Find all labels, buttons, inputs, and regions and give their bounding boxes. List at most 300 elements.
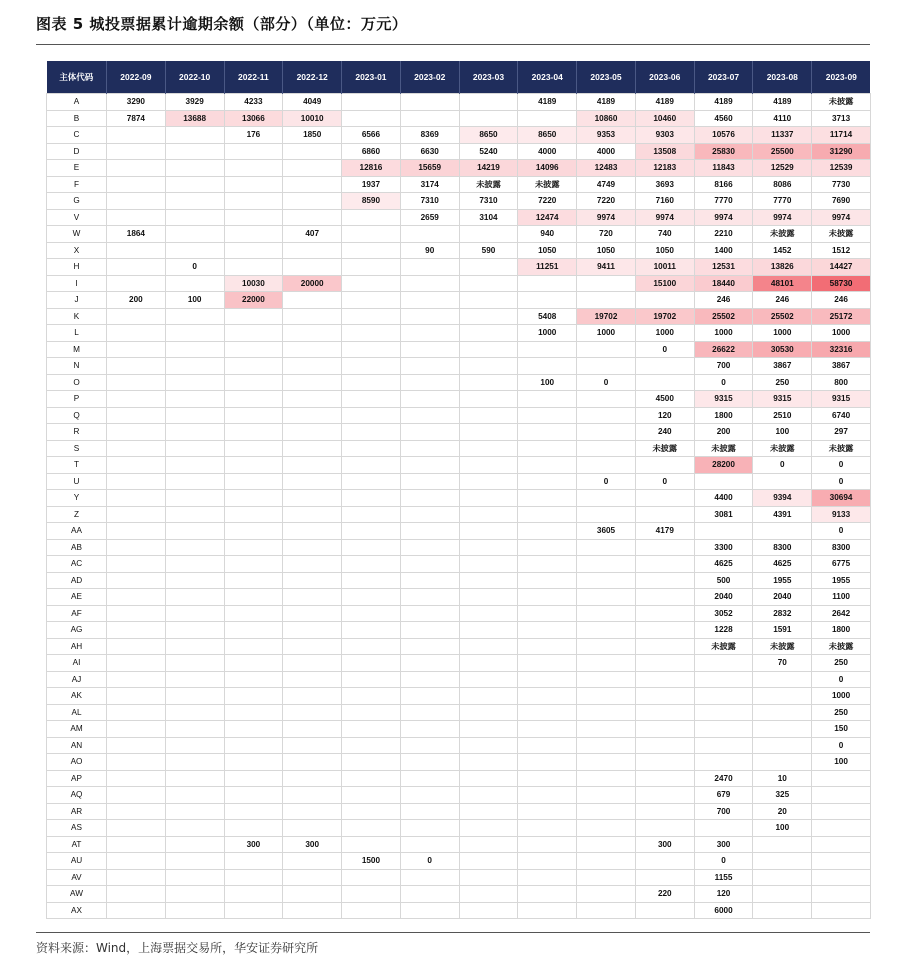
balance-cell bbox=[812, 869, 871, 886]
table-row bbox=[47, 721, 871, 738]
source-note: 资料来源：Wind，上海票据交易所，华安证券研究所 bbox=[36, 941, 319, 955]
balance-cell bbox=[165, 886, 224, 903]
balance-cell bbox=[224, 308, 283, 325]
balance-cell bbox=[518, 407, 577, 424]
balance-cell: 1512 bbox=[812, 242, 871, 259]
entity-code-cell: AC bbox=[47, 556, 107, 573]
balance-cell bbox=[107, 853, 166, 870]
entity-code-cell: K bbox=[47, 308, 107, 325]
balance-cell bbox=[165, 853, 224, 870]
balance-cell: 100 bbox=[753, 820, 812, 837]
balance-cell bbox=[107, 737, 166, 754]
balance-cell bbox=[577, 820, 636, 837]
balance-cell bbox=[342, 770, 401, 787]
balance-cell bbox=[400, 638, 459, 655]
balance-cell bbox=[694, 688, 753, 705]
balance-cell bbox=[224, 671, 283, 688]
balance-cell bbox=[283, 292, 342, 309]
balance-cell bbox=[459, 737, 518, 754]
balance-cell bbox=[459, 688, 518, 705]
balance-cell bbox=[165, 308, 224, 325]
balance-cell bbox=[224, 539, 283, 556]
balance-cell bbox=[107, 902, 166, 919]
balance-cell bbox=[224, 209, 283, 226]
balance-cell: 12539 bbox=[812, 160, 871, 177]
balance-cell bbox=[635, 704, 694, 721]
balance-cell bbox=[107, 572, 166, 589]
entity-code-cell: L bbox=[47, 325, 107, 342]
balance-cell bbox=[812, 820, 871, 837]
table-row bbox=[47, 440, 871, 457]
balance-cell bbox=[518, 638, 577, 655]
balance-cell: 100 bbox=[753, 424, 812, 441]
balance-cell bbox=[283, 902, 342, 919]
balance-cell bbox=[107, 440, 166, 457]
balance-cell: 1800 bbox=[812, 622, 871, 639]
balance-cell: 679 bbox=[694, 787, 753, 804]
balance-cell bbox=[400, 886, 459, 903]
column-header-month: 2022-12 bbox=[283, 61, 342, 94]
balance-cell bbox=[224, 803, 283, 820]
balance-cell bbox=[577, 572, 636, 589]
entity-code-cell: P bbox=[47, 391, 107, 408]
balance-cell bbox=[342, 869, 401, 886]
entity-code-cell: AG bbox=[47, 622, 107, 639]
balance-cell bbox=[753, 853, 812, 870]
balance-cell bbox=[107, 325, 166, 342]
balance-cell bbox=[224, 704, 283, 721]
balance-cell bbox=[400, 358, 459, 375]
balance-cell bbox=[165, 787, 224, 804]
balance-cell bbox=[224, 226, 283, 243]
balance-cell: 1000 bbox=[518, 325, 577, 342]
balance-cell bbox=[518, 490, 577, 507]
balance-cell bbox=[577, 853, 636, 870]
entity-code-cell: AD bbox=[47, 572, 107, 589]
entity-code-cell: G bbox=[47, 193, 107, 210]
table-row bbox=[47, 622, 871, 639]
balance-cell bbox=[753, 523, 812, 540]
table-row bbox=[47, 374, 871, 391]
balance-cell bbox=[577, 556, 636, 573]
balance-cell: 31290 bbox=[812, 143, 871, 160]
balance-cell bbox=[400, 506, 459, 523]
balance-cell bbox=[224, 457, 283, 474]
table-row bbox=[47, 193, 871, 210]
balance-cell bbox=[342, 556, 401, 573]
balance-cell: 3174 bbox=[400, 176, 459, 193]
balance-cell bbox=[635, 902, 694, 919]
balance-cell: 0 bbox=[812, 671, 871, 688]
balance-cell bbox=[459, 539, 518, 556]
balance-cell bbox=[459, 407, 518, 424]
balance-cell bbox=[107, 539, 166, 556]
balance-cell: 11337 bbox=[753, 127, 812, 144]
balance-cell bbox=[400, 836, 459, 853]
balance-cell: 32316 bbox=[812, 341, 871, 358]
balance-cell: 1500 bbox=[342, 853, 401, 870]
entity-code-cell: Y bbox=[47, 490, 107, 507]
table-row bbox=[47, 391, 871, 408]
balance-cell: 0 bbox=[577, 473, 636, 490]
balance-cell: 0 bbox=[577, 374, 636, 391]
balance-cell bbox=[577, 770, 636, 787]
balance-cell bbox=[635, 655, 694, 672]
balance-cell bbox=[459, 292, 518, 309]
balance-cell: 8590 bbox=[342, 193, 401, 210]
table-row bbox=[47, 473, 871, 490]
balance-cell: 150 bbox=[812, 721, 871, 738]
balance-cell: 25502 bbox=[753, 308, 812, 325]
balance-cell bbox=[518, 473, 577, 490]
balance-cell bbox=[577, 655, 636, 672]
balance-cell bbox=[107, 341, 166, 358]
balance-cell bbox=[342, 358, 401, 375]
balance-cell bbox=[577, 589, 636, 606]
balance-cell bbox=[459, 853, 518, 870]
balance-cell bbox=[459, 721, 518, 738]
balance-cell: 246 bbox=[753, 292, 812, 309]
balance-cell: 7160 bbox=[635, 193, 694, 210]
balance-cell bbox=[694, 655, 753, 672]
balance-cell bbox=[165, 407, 224, 424]
balance-cell bbox=[165, 523, 224, 540]
balance-cell: 1000 bbox=[694, 325, 753, 342]
table-row bbox=[47, 490, 871, 507]
balance-cell bbox=[635, 358, 694, 375]
balance-cell bbox=[577, 869, 636, 886]
table-row bbox=[47, 341, 871, 358]
balance-cell bbox=[283, 704, 342, 721]
balance-cell bbox=[224, 853, 283, 870]
balance-cell bbox=[694, 523, 753, 540]
balance-cell: 4049 bbox=[283, 94, 342, 111]
balance-cell bbox=[753, 869, 812, 886]
table-row bbox=[47, 292, 871, 309]
balance-cell: 未披露 bbox=[694, 440, 753, 457]
balance-cell bbox=[224, 737, 283, 754]
table-row bbox=[47, 853, 871, 870]
column-header-month: 2023-03 bbox=[459, 61, 518, 94]
balance-cell bbox=[342, 242, 401, 259]
balance-cell bbox=[107, 869, 166, 886]
balance-cell bbox=[165, 490, 224, 507]
balance-cell bbox=[635, 556, 694, 573]
table-row bbox=[47, 638, 871, 655]
balance-cell bbox=[107, 176, 166, 193]
balance-cell: 90 bbox=[400, 242, 459, 259]
balance-cell bbox=[342, 259, 401, 276]
balance-cell bbox=[635, 605, 694, 622]
column-header-month: 2023-08 bbox=[753, 61, 812, 94]
entity-code-cell: AP bbox=[47, 770, 107, 787]
table-row bbox=[47, 671, 871, 688]
balance-cell bbox=[753, 902, 812, 919]
balance-cell: 120 bbox=[694, 886, 753, 903]
entity-code-cell: AE bbox=[47, 589, 107, 606]
balance-cell bbox=[577, 836, 636, 853]
balance-cell bbox=[459, 374, 518, 391]
balance-cell bbox=[577, 638, 636, 655]
balance-cell: 12474 bbox=[518, 209, 577, 226]
balance-cell bbox=[577, 275, 636, 292]
entity-code-cell: U bbox=[47, 473, 107, 490]
balance-cell bbox=[400, 226, 459, 243]
balance-cell bbox=[635, 490, 694, 507]
balance-cell bbox=[459, 836, 518, 853]
balance-cell bbox=[577, 787, 636, 804]
balance-cell: 0 bbox=[753, 457, 812, 474]
balance-cell bbox=[400, 374, 459, 391]
balance-cell: 15100 bbox=[635, 275, 694, 292]
column-header-month: 2022-11 bbox=[224, 61, 283, 94]
balance-cell: 9133 bbox=[812, 506, 871, 523]
balance-cell bbox=[459, 605, 518, 622]
balance-cell: 7220 bbox=[577, 193, 636, 210]
balance-cell bbox=[459, 325, 518, 342]
balance-cell: 3300 bbox=[694, 539, 753, 556]
balance-cell bbox=[283, 556, 342, 573]
balance-cell bbox=[224, 622, 283, 639]
balance-cell: 246 bbox=[812, 292, 871, 309]
table-row bbox=[47, 424, 871, 441]
balance-cell bbox=[342, 704, 401, 721]
entity-code-cell: B bbox=[47, 110, 107, 127]
balance-cell bbox=[342, 803, 401, 820]
balance-cell bbox=[518, 391, 577, 408]
balance-cell bbox=[400, 671, 459, 688]
balance-cell bbox=[283, 721, 342, 738]
table-row bbox=[47, 803, 871, 820]
balance-cell bbox=[107, 770, 166, 787]
balance-cell bbox=[342, 572, 401, 589]
balance-cell: 1050 bbox=[518, 242, 577, 259]
balance-cell: 7310 bbox=[459, 193, 518, 210]
balance-cell: 4179 bbox=[635, 523, 694, 540]
balance-cell bbox=[342, 539, 401, 556]
balance-cell bbox=[165, 242, 224, 259]
table-row bbox=[47, 110, 871, 127]
balance-cell: 4189 bbox=[694, 94, 753, 111]
entity-code-cell: H bbox=[47, 259, 107, 276]
balance-cell bbox=[224, 160, 283, 177]
balance-cell bbox=[342, 787, 401, 804]
table-row bbox=[47, 325, 871, 342]
balance-cell bbox=[283, 358, 342, 375]
balance-cell: 8369 bbox=[400, 127, 459, 144]
balance-cell: 700 bbox=[694, 358, 753, 375]
balance-cell bbox=[107, 787, 166, 804]
balance-cell bbox=[224, 589, 283, 606]
balance-cell bbox=[459, 622, 518, 639]
balance-cell bbox=[107, 704, 166, 721]
table-row bbox=[47, 176, 871, 193]
table-row bbox=[47, 886, 871, 903]
entity-code-cell: D bbox=[47, 143, 107, 160]
balance-cell: 176 bbox=[224, 127, 283, 144]
balance-cell bbox=[577, 490, 636, 507]
column-header-month: 2022-10 bbox=[165, 61, 224, 94]
balance-cell: 未披露 bbox=[518, 176, 577, 193]
balance-cell bbox=[342, 737, 401, 754]
balance-cell bbox=[459, 506, 518, 523]
table-row bbox=[47, 605, 871, 622]
balance-cell bbox=[283, 473, 342, 490]
balance-cell bbox=[165, 539, 224, 556]
balance-cell: 2210 bbox=[694, 226, 753, 243]
balance-cell: 9974 bbox=[812, 209, 871, 226]
balance-cell bbox=[165, 457, 224, 474]
balance-cell bbox=[518, 572, 577, 589]
balance-cell: 2832 bbox=[753, 605, 812, 622]
balance-cell bbox=[107, 490, 166, 507]
balance-cell bbox=[635, 638, 694, 655]
balance-cell bbox=[342, 407, 401, 424]
balance-cell bbox=[577, 704, 636, 721]
balance-cell bbox=[518, 655, 577, 672]
balance-cell: 250 bbox=[812, 704, 871, 721]
balance-cell bbox=[107, 160, 166, 177]
balance-cell bbox=[518, 605, 577, 622]
balance-cell bbox=[400, 902, 459, 919]
balance-cell: 3052 bbox=[694, 605, 753, 622]
balance-cell: 未披露 bbox=[812, 226, 871, 243]
balance-cell bbox=[400, 820, 459, 837]
balance-cell bbox=[342, 605, 401, 622]
balance-cell: 30530 bbox=[753, 341, 812, 358]
balance-cell bbox=[283, 391, 342, 408]
balance-cell bbox=[107, 655, 166, 672]
balance-cell: 1050 bbox=[577, 242, 636, 259]
balance-cell bbox=[635, 572, 694, 589]
balance-cell bbox=[283, 440, 342, 457]
balance-cell bbox=[400, 490, 459, 507]
balance-cell: 5240 bbox=[459, 143, 518, 160]
balance-cell bbox=[107, 638, 166, 655]
balance-cell bbox=[165, 869, 224, 886]
balance-cell bbox=[635, 754, 694, 771]
balance-cell bbox=[577, 292, 636, 309]
balance-cell bbox=[224, 605, 283, 622]
balance-cell bbox=[694, 704, 753, 721]
balance-cell bbox=[107, 556, 166, 573]
balance-cell: 3693 bbox=[635, 176, 694, 193]
balance-cell bbox=[165, 193, 224, 210]
balance-cell bbox=[577, 440, 636, 457]
balance-cell: 4000 bbox=[577, 143, 636, 160]
balance-cell bbox=[283, 308, 342, 325]
balance-cell: 4189 bbox=[635, 94, 694, 111]
table-row bbox=[47, 94, 871, 111]
balance-cell bbox=[165, 704, 224, 721]
balance-cell bbox=[107, 358, 166, 375]
entity-code-cell: W bbox=[47, 226, 107, 243]
balance-cell: 3081 bbox=[694, 506, 753, 523]
balance-cell: 0 bbox=[400, 853, 459, 870]
balance-cell bbox=[283, 853, 342, 870]
table-row bbox=[47, 902, 871, 919]
balance-cell: 300 bbox=[283, 836, 342, 853]
table-row bbox=[47, 572, 871, 589]
balance-cell bbox=[635, 622, 694, 639]
balance-cell: 4500 bbox=[635, 391, 694, 408]
balance-cell bbox=[577, 391, 636, 408]
balance-cell bbox=[165, 770, 224, 787]
balance-cell: 200 bbox=[107, 292, 166, 309]
balance-cell bbox=[459, 869, 518, 886]
balance-cell: 940 bbox=[518, 226, 577, 243]
balance-cell: 1050 bbox=[635, 242, 694, 259]
balance-cell bbox=[283, 341, 342, 358]
balance-cell bbox=[459, 638, 518, 655]
balance-cell bbox=[753, 688, 812, 705]
balance-cell bbox=[577, 886, 636, 903]
balance-cell bbox=[342, 655, 401, 672]
balance-cell: 300 bbox=[635, 836, 694, 853]
balance-cell bbox=[342, 638, 401, 655]
balance-cell: 8166 bbox=[694, 176, 753, 193]
balance-cell: 未披露 bbox=[812, 638, 871, 655]
entity-code-cell: AX bbox=[47, 902, 107, 919]
balance-cell bbox=[518, 770, 577, 787]
table-row bbox=[47, 506, 871, 523]
balance-cell bbox=[165, 391, 224, 408]
entity-code-cell: AH bbox=[47, 638, 107, 655]
balance-cell bbox=[459, 358, 518, 375]
balance-cell: 19702 bbox=[635, 308, 694, 325]
table-row bbox=[47, 160, 871, 177]
balance-cell bbox=[165, 374, 224, 391]
balance-cell bbox=[459, 886, 518, 903]
balance-cell bbox=[224, 176, 283, 193]
balance-cell bbox=[165, 325, 224, 342]
balance-cell: 0 bbox=[694, 853, 753, 870]
entity-code-cell: C bbox=[47, 127, 107, 144]
balance-cell bbox=[224, 440, 283, 457]
balance-cell bbox=[400, 110, 459, 127]
column-header-month: 2023-09 bbox=[812, 61, 871, 94]
table-row bbox=[47, 127, 871, 144]
balance-cell bbox=[400, 737, 459, 754]
balance-cell: 0 bbox=[635, 341, 694, 358]
table-row bbox=[47, 523, 871, 540]
balance-cell bbox=[694, 721, 753, 738]
balance-cell: 10860 bbox=[577, 110, 636, 127]
balance-cell bbox=[165, 176, 224, 193]
balance-cell bbox=[400, 721, 459, 738]
balance-cell bbox=[518, 539, 577, 556]
balance-cell bbox=[342, 490, 401, 507]
balance-cell bbox=[577, 539, 636, 556]
table-row bbox=[47, 820, 871, 837]
balance-cell bbox=[342, 341, 401, 358]
balance-cell bbox=[459, 440, 518, 457]
balance-cell bbox=[107, 424, 166, 441]
balance-cell bbox=[753, 671, 812, 688]
balance-cell bbox=[165, 341, 224, 358]
balance-cell bbox=[107, 473, 166, 490]
balance-cell: 25172 bbox=[812, 308, 871, 325]
balance-cell bbox=[577, 902, 636, 919]
balance-cell bbox=[518, 358, 577, 375]
balance-cell bbox=[812, 886, 871, 903]
balance-cell bbox=[107, 143, 166, 160]
table-row bbox=[47, 143, 871, 160]
balance-cell bbox=[753, 737, 812, 754]
balance-cell bbox=[342, 754, 401, 771]
balance-cell bbox=[342, 308, 401, 325]
balance-cell bbox=[577, 721, 636, 738]
